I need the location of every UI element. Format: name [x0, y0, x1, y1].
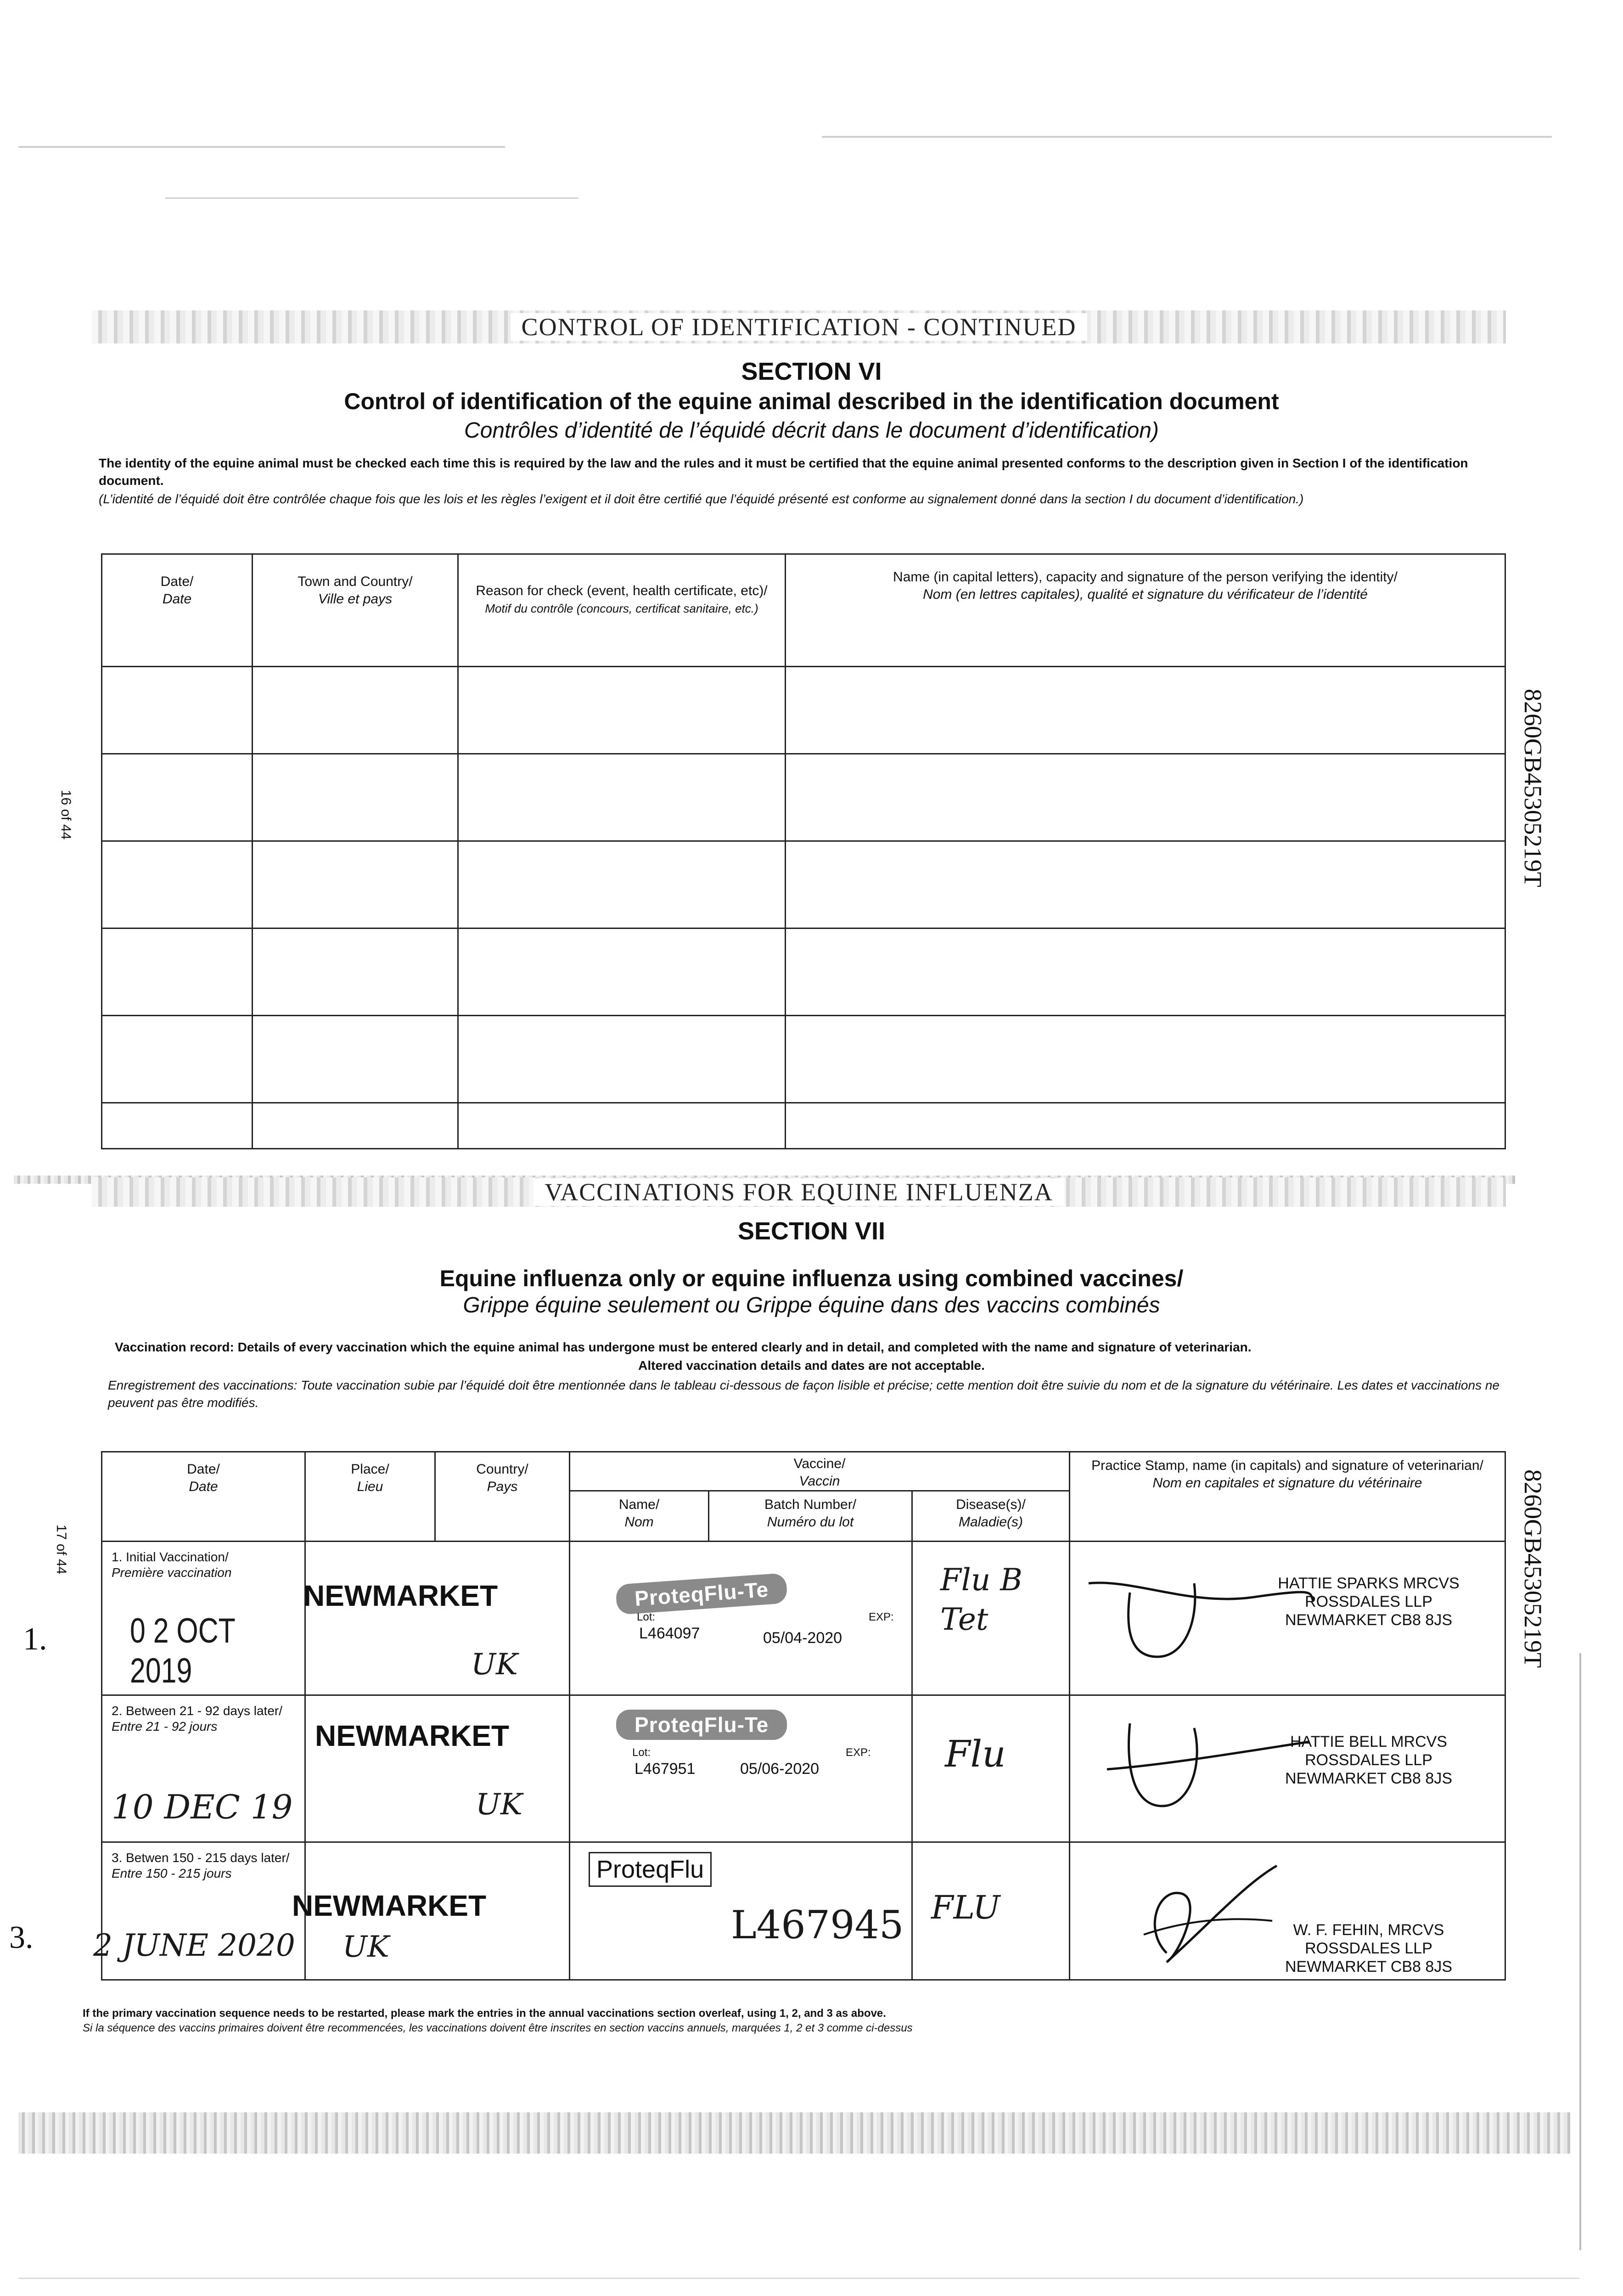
- row2-place-country-cell: [305, 1695, 570, 1842]
- row2-expiry: 05/06-2020: [740, 1760, 820, 1778]
- scan-artifact-line: [165, 197, 578, 199]
- header-disease: Disease(s)/ Maladie(s): [912, 1491, 1070, 1542]
- row3-vet-practice: ROSSDALES LLP: [1305, 1940, 1432, 1957]
- row3-margin-mark: 3.: [9, 1920, 34, 1955]
- row1-batch: L464097: [639, 1625, 700, 1642]
- row1-lot-label: Lot:: [637, 1611, 656, 1623]
- section7-subtitle: Grippe équine seulement ou Grippe équine dans des vaccins combinés: [463, 1293, 1160, 1317]
- row1-date-cell: [102, 1542, 305, 1695]
- identity-check-table: [101, 553, 1506, 1149]
- scan-artifact-line: [18, 2278, 1579, 2279]
- row2-place: NEWMARKET: [315, 1719, 510, 1752]
- row1-vet-stamp: [1263, 1574, 1474, 1629]
- vaccination-header-row: [102, 1452, 1505, 1491]
- row2-batch: L467951: [635, 1760, 696, 1778]
- row1-vet-name: HATTIE SPARKS MRCVS: [1278, 1575, 1460, 1592]
- row2-vet-cell: [1070, 1695, 1505, 1842]
- section7-banner-text: VACCINATIONS FOR EQUINE INFLUENZA: [534, 1178, 1064, 1206]
- row2-date: 10 DEC 19: [112, 1788, 293, 1826]
- row3-vet-stamp: [1268, 1921, 1470, 1976]
- row3-vet-cell: [1070, 1842, 1505, 1980]
- row2-vaccine-batch-cell: [570, 1695, 912, 1842]
- row2-disease: Flu: [945, 1733, 1006, 1775]
- row1-disease-cell: [912, 1542, 1070, 1695]
- row3-place-country-cell: [292, 1842, 570, 1980]
- section6-note-fr: (L’identité de l’équidé doit être contrôlée chaque fois que les lois et les règles l’exigent et il doit être certifié que l’équidé présenté est conforme au signalement donné dans la section I du document d’identification.): [99, 492, 1304, 506]
- row3-vet-name: W. F. FEHIN, MRCVS: [1293, 1921, 1444, 1939]
- row1-vaccine-stamp: ProteqFlu-Te: [615, 1573, 788, 1615]
- section7-footer-fr: Si la séquence des vaccins primaires doivent être recommencées, les vaccinations doivent être inscrites en section vaccins annuels, marquées 1, 2 et 3 comme ci-dessus: [83, 2022, 913, 2034]
- row3-vet-address: NEWMARKET CB8 8JS: [1285, 1958, 1452, 1975]
- header-date: Date/ Date: [102, 554, 253, 667]
- scan-artifact-line: [1579, 1653, 1581, 2250]
- header-place: Place/ Lieu: [305, 1452, 435, 1542]
- row2-lot-label: Lot:: [632, 1746, 651, 1759]
- row2-vet-name: HATTIE BELL MRCVS: [1290, 1733, 1447, 1750]
- row1-place: NEWMARKET: [303, 1579, 498, 1612]
- vaccination-row-3: [102, 1842, 1505, 1980]
- section7-footer-en: If the primary vaccination sequence needs to be restarted, please mark the entries in the annual vaccinations section overleaf, using 1, 2, and 3 as above.: [83, 2007, 886, 2020]
- row1-date: 0 2 OCT 2019: [130, 1611, 235, 1690]
- row2-label: 2. Between 21 - 92 days later/ Entre 21 - 92 jours: [112, 1704, 282, 1733]
- row1-place-country-cell: [305, 1542, 570, 1695]
- section7-note-en: Vaccination record: Details of every vaccination which the equine animal has undergone must be entered clearly and in detail, and completed with the name and signature of veterinarian.: [115, 1340, 1252, 1354]
- row1-margin-mark: 1.: [23, 1621, 47, 1657]
- header-batch-number: Batch Number/ Numéro du lot: [709, 1491, 912, 1542]
- identity-check-row: [102, 841, 1505, 929]
- section6-heading: SECTION VI: [741, 358, 882, 385]
- row1-vet-address: NEWMARKET CB8 8JS: [1285, 1611, 1452, 1629]
- row2-exp-label: EXP:: [846, 1746, 871, 1759]
- header-town-country: Town and Country/ Ville et pays: [253, 554, 458, 667]
- identity-check-row: [102, 667, 1505, 754]
- section7-note-fr: Enregistrement des vaccinations: Toute vaccination subie par l’équidé doit être mentionnée dans le tableau ci-dessous de façon lisible et précise; cette mention doit être suivie du nom et de la signature du vétérinaire. Les dates et vaccinations ne peuvent pas être modifiés.: [108, 1378, 1499, 1410]
- row1-vet-cell: [1070, 1542, 1505, 1695]
- section6-subtitle: Contrôles d’identité de l’équidé décrit dans le document d’identification): [464, 418, 1159, 443]
- identity-check-row: [102, 754, 1505, 841]
- section6-note-en: The identity of the equine animal must be checked each time this is required by the law and the rules and it must be certified that the equine animal presented conforms to the description given in Section I of the identification document.: [99, 456, 1468, 488]
- row1-country: UK: [471, 1648, 518, 1682]
- header-country: Country/ Pays: [435, 1452, 570, 1542]
- header-vaccine-name: Name/ Nom: [570, 1491, 709, 1542]
- vaccination-row-1: [102, 1542, 1505, 1695]
- identity-check-row: [102, 929, 1505, 1016]
- section7-heading: SECTION VII: [737, 1217, 886, 1245]
- identity-check-header-row: [102, 554, 1505, 667]
- row3-disease: FLU: [931, 1889, 1000, 1926]
- section6-banner: [92, 310, 1506, 343]
- identity-check-row: [102, 1103, 1505, 1149]
- row3-vaccine-batch-cell: [570, 1842, 912, 1980]
- row2-country: UK: [476, 1788, 522, 1822]
- header-verifier-name: Name (in capital letters), capacity and signature of the person verifying the identity/ Nom (en lettres capitales), qualité et signature du vérificateur de l’identité: [786, 554, 1505, 667]
- row2-disease-cell: [912, 1695, 1070, 1842]
- bottom-noise-band: [18, 2112, 1570, 2154]
- row2-vet-practice: ROSSDALES LLP: [1305, 1751, 1432, 1769]
- row1-exp-label: EXP:: [869, 1611, 894, 1623]
- row3-vaccine-label: ProteqFlu: [589, 1852, 712, 1887]
- header-vacc-date: Date/ Date: [102, 1452, 305, 1542]
- row3-disease-cell: [912, 1842, 1070, 1980]
- header-vaccine: Vaccine/ Vaccin: [570, 1452, 1070, 1491]
- vaccination-row-2: [102, 1695, 1505, 1842]
- row2-date-cell: [102, 1695, 305, 1842]
- section6-title: Control of identification of the equine animal described in the identification document: [344, 388, 1279, 414]
- row2-vet-stamp: [1268, 1733, 1470, 1788]
- row3-country: UK: [343, 1930, 389, 1964]
- scan-artifact-line: [18, 146, 505, 148]
- row1-expiry: 05/04-2020: [763, 1629, 842, 1647]
- section7-page-number: 17 of 44: [54, 1525, 69, 1575]
- header-practice-stamp: Practice Stamp, name (in capitals) and signature of veterinarian/ Nom en capitales et signature du vétérinaire: [1070, 1452, 1505, 1542]
- scan-artifact-line: [822, 136, 1552, 138]
- section7-title: Equine influenza only or equine influenza using combined vaccines/: [439, 1266, 1184, 1291]
- section6-page-number: 16 of 44: [58, 790, 73, 840]
- header-reason: Reason for check (event, health certificate, etc)/ Motif du contrôle (concours, certificat sanitaire, etc.): [458, 554, 786, 667]
- vaccination-table: [93, 1451, 1506, 1981]
- row3-place: NEWMARKET: [292, 1889, 487, 1922]
- section6-side-code: 8260GB45305219T: [1519, 689, 1547, 887]
- row1-disease: Flu B Tet: [940, 1562, 1022, 1637]
- identity-check-row: [102, 1016, 1505, 1103]
- row3-label: 3. Betwen 150 - 215 days later/ Entre 150 - 215 jours: [112, 1851, 290, 1880]
- row1-vet-practice: ROSSDALES LLP: [1305, 1593, 1432, 1610]
- row3-date-cell: [93, 1842, 305, 1980]
- section6-banner-text: CONTROL OF IDENTIFICATION - CONTINUED: [511, 313, 1088, 341]
- section7-note-en-2: Altered vaccination details and dates are not acceptable.: [638, 1358, 985, 1373]
- section7-banner: [92, 1177, 1506, 1207]
- row3-date: 2 JUNE 2020: [93, 1928, 295, 1963]
- row1-label: 1. Initial Vaccination/ Première vaccination: [112, 1550, 232, 1580]
- section7-side-code: 8260GB45305219T: [1519, 1469, 1547, 1668]
- row2-vet-address: NEWMARKET CB8 8JS: [1285, 1770, 1452, 1787]
- row1-vaccine-batch-cell: [570, 1542, 912, 1695]
- row3-batch: L467945: [731, 1902, 904, 1947]
- row2-vaccine-stamp: ProteqFlu-Te: [616, 1710, 787, 1740]
